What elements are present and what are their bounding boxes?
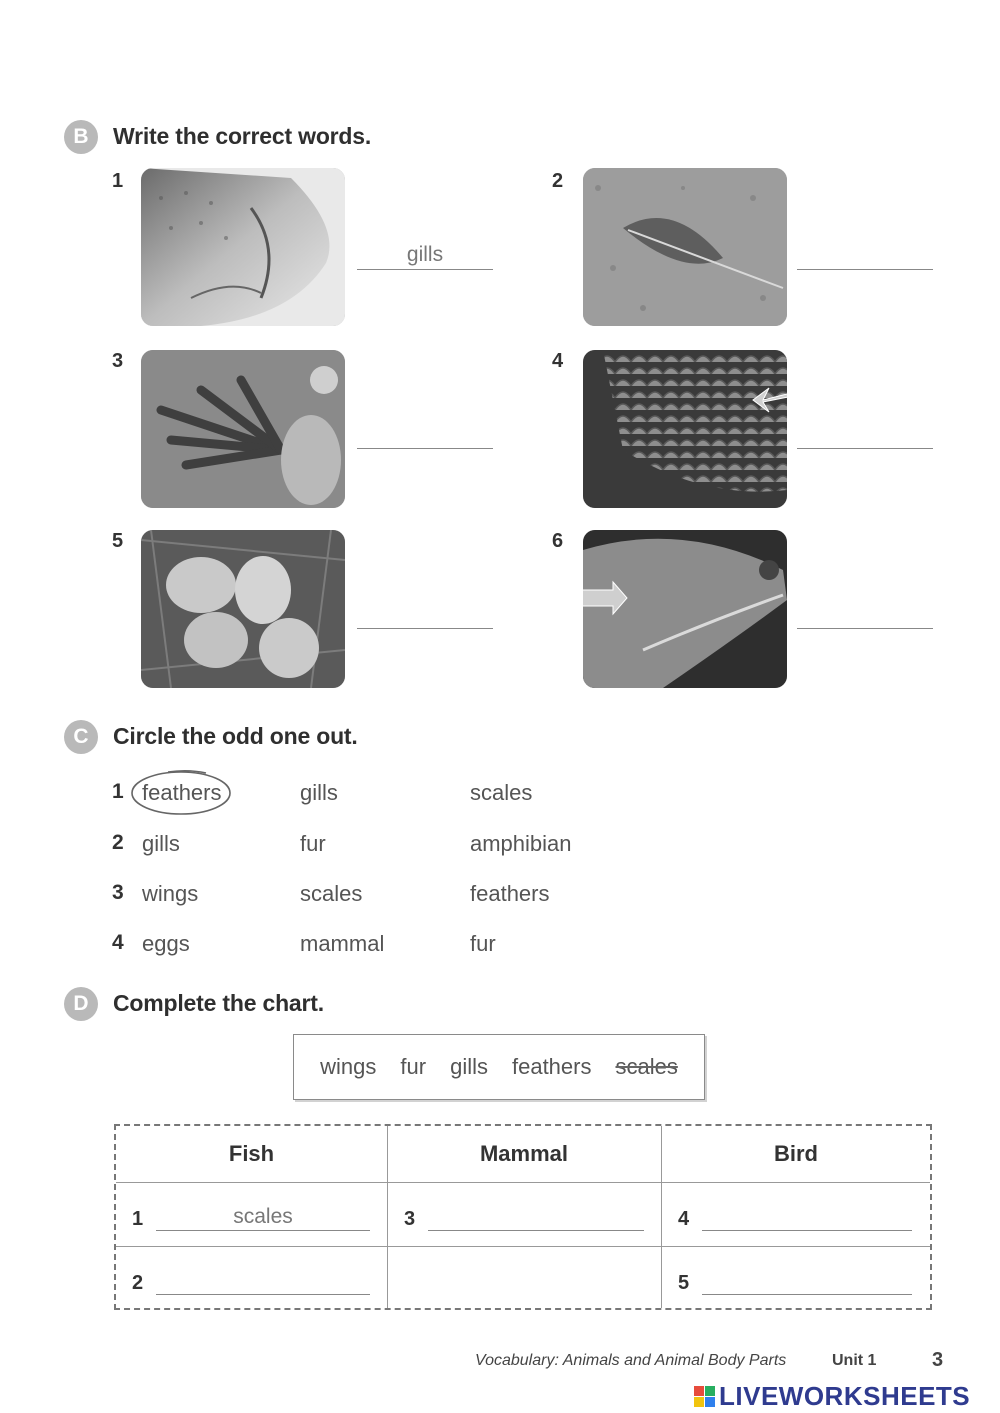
footer-unit: Unit 1 bbox=[832, 1352, 877, 1369]
bird-wing-photo bbox=[141, 350, 345, 508]
answer-line-3[interactable] bbox=[357, 422, 493, 449]
word-bank-item: feathers bbox=[511, 1054, 592, 1079]
fish-answer-1[interactable] bbox=[156, 1206, 370, 1231]
section-d-badge: D bbox=[64, 987, 98, 1021]
bird-answer-5[interactable] bbox=[702, 1270, 912, 1295]
fish-answer-2[interactable] bbox=[156, 1270, 370, 1295]
option-word[interactable]: scales bbox=[300, 881, 363, 906]
option-word[interactable]: feathers bbox=[470, 881, 550, 906]
section-c-badge: C bbox=[64, 720, 98, 754]
option-word[interactable]: fur bbox=[300, 831, 326, 856]
row-number: 2 bbox=[112, 831, 124, 854]
option-word[interactable]: gills bbox=[142, 831, 180, 856]
column-divider bbox=[661, 1126, 662, 1308]
section-c-title: Circle the odd one out. bbox=[113, 723, 358, 749]
word-bank-item: fur bbox=[400, 1054, 427, 1079]
cell-number: 2 bbox=[132, 1272, 144, 1294]
answer-line-4[interactable] bbox=[797, 422, 933, 449]
row-divider bbox=[116, 1246, 930, 1247]
footer-topic: Vocabulary: Animals and Animal Body Parts bbox=[475, 1352, 787, 1369]
row-number: 1 bbox=[112, 780, 124, 803]
item-number: 6 bbox=[552, 530, 564, 552]
brand-name: LIVEWORKSHEETS bbox=[719, 1381, 971, 1411]
item-number: 5 bbox=[112, 530, 124, 552]
row-number: 3 bbox=[112, 881, 124, 904]
column-header-mammal: Mammal bbox=[479, 1141, 569, 1166]
mammal-answer-3[interactable] bbox=[428, 1206, 644, 1231]
cell-answer-text: scales bbox=[233, 1205, 293, 1228]
liveworksheets-logo-icon bbox=[694, 1386, 715, 1407]
answer-text: gills bbox=[406, 243, 444, 266]
word-bank bbox=[293, 1034, 705, 1100]
section-b-badge: B bbox=[64, 120, 98, 154]
option-word[interactable]: scales bbox=[470, 780, 533, 805]
cell-number: 1 bbox=[132, 1208, 144, 1230]
liveworksheets-brand bbox=[694, 1381, 970, 1412]
animal-chart bbox=[114, 1124, 932, 1310]
word-bank-item-struck: scales bbox=[615, 1054, 678, 1079]
item-number: 4 bbox=[552, 350, 564, 372]
word-bank-item: wings bbox=[320, 1054, 377, 1079]
answer-line-6[interactable] bbox=[797, 602, 933, 629]
row-divider bbox=[116, 1182, 930, 1183]
cell-number: 3 bbox=[404, 1208, 416, 1230]
page-number: 3 bbox=[932, 1349, 944, 1371]
item-number: 3 bbox=[112, 350, 124, 372]
answer-line-5[interactable] bbox=[357, 602, 493, 629]
option-word[interactable]: gills bbox=[300, 780, 338, 805]
column-header-bird: Bird bbox=[774, 1141, 818, 1166]
option-word[interactable]: mammal bbox=[300, 931, 385, 956]
fish-gills-photo bbox=[141, 168, 345, 326]
section-b-title: Write the correct words. bbox=[113, 123, 372, 149]
eggs-in-nest-photo bbox=[141, 530, 345, 688]
bird-answer-4[interactable] bbox=[702, 1206, 912, 1231]
option-word[interactable]: fur bbox=[470, 931, 496, 956]
cell-number: 5 bbox=[678, 1272, 690, 1294]
frog-skin-photo bbox=[583, 530, 787, 688]
item-number: 2 bbox=[552, 170, 564, 192]
fish-scales-photo bbox=[583, 350, 787, 508]
answer-line-2[interactable] bbox=[797, 243, 933, 270]
column-divider bbox=[387, 1126, 388, 1308]
word-bank-item: gills bbox=[450, 1054, 488, 1079]
option-word[interactable]: amphibian bbox=[470, 831, 572, 856]
option-word[interactable]: feathers bbox=[142, 780, 222, 805]
option-word[interactable]: eggs bbox=[142, 931, 190, 956]
column-header-fish: Fish bbox=[228, 1141, 275, 1166]
cell-number: 4 bbox=[678, 1208, 690, 1230]
item-number: 1 bbox=[112, 170, 124, 192]
row-number: 4 bbox=[112, 931, 124, 954]
option-word[interactable]: wings bbox=[142, 881, 199, 906]
circle-mark bbox=[128, 768, 234, 820]
answer-line-1[interactable] bbox=[357, 243, 493, 270]
feather-photo bbox=[583, 168, 787, 326]
section-d-title: Complete the chart. bbox=[113, 990, 324, 1016]
